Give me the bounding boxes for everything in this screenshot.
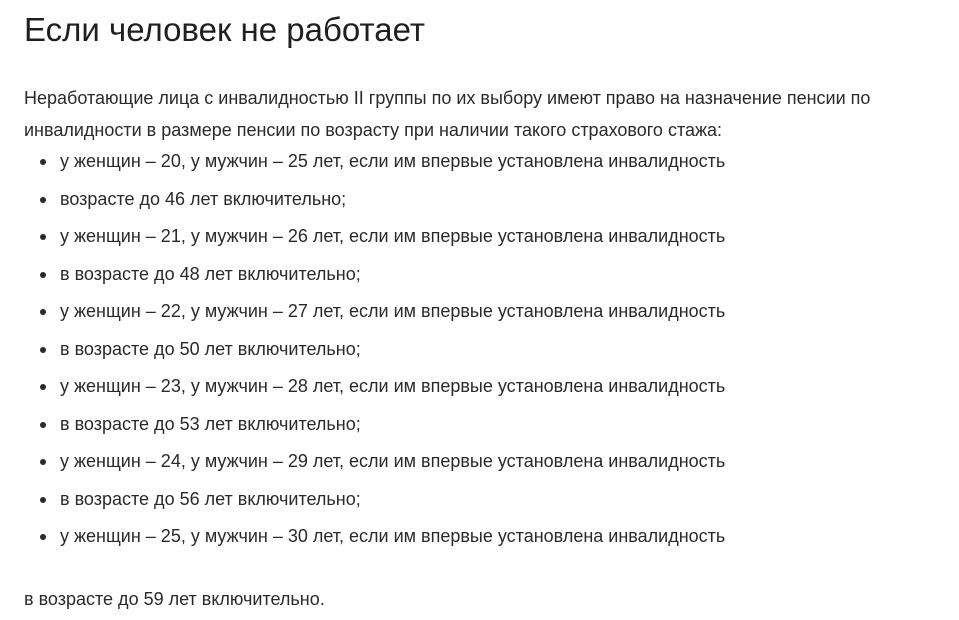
bullet-icon (40, 159, 46, 165)
list-item (24, 449, 935, 487)
list-item-text: у женщин – 22, у мужчин – 27 лет, если им впервые установлена инвалидность (60, 301, 726, 321)
list-item (24, 224, 935, 262)
list-item-text: у женщин – 23, у мужчин – 28 лет, если им впервые установлена инвалидность (60, 376, 726, 396)
list-item (24, 299, 935, 337)
bullet-icon (40, 347, 46, 353)
list-item (24, 187, 935, 225)
bullet-icon (40, 234, 46, 240)
bullet-icon (40, 534, 46, 540)
bullet-icon (40, 272, 46, 278)
list-item-text: у женщин – 21, у мужчин – 26 лет, если им впервые установлена инвалидность (60, 226, 726, 246)
list-item-text: у женщин – 20, у мужчин – 25 лет, если им впервые установлена инвалидность (60, 151, 726, 171)
list-item-text: у женщин – 24, у мужчин – 29 лет, если им впервые установлена инвалидность (60, 451, 726, 471)
list-item-text: в возрасте до 56 лет включительно; (60, 488, 361, 509)
list-item-text: в возрасте до 50 лет включительно; (60, 338, 361, 359)
list-item (24, 337, 935, 375)
bullet-icon (40, 459, 46, 465)
bullet-icon (40, 197, 46, 203)
seniority-list (24, 149, 935, 562)
intro-paragraph: Неработающие лица с инвалидностью II группы по их выбору имеют право на назначение пенсии по инвалидности в размере пенсии по возрасту при наличии такого страхового стажа: (24, 88, 871, 140)
list-item (24, 262, 935, 300)
bullet-icon (40, 309, 46, 315)
article-title: Если человек не работает (24, 11, 425, 48)
list-item (24, 374, 935, 412)
outro-paragraph: в возрасте до 59 лет включительно. (24, 588, 325, 609)
list-item-text: возрасте до 46 лет включительно; (60, 188, 347, 209)
list-item (24, 524, 935, 562)
list-item (24, 149, 935, 187)
list-item-text: у женщин – 25, у мужчин – 30 лет, если им впервые установлена инвалидность (60, 526, 726, 546)
bullet-icon (40, 422, 46, 428)
list-item-text: в возрасте до 53 лет включительно; (60, 413, 361, 434)
list-item (24, 412, 935, 450)
bullet-icon (40, 384, 46, 390)
list-item-text: в возрасте до 48 лет включительно; (60, 263, 361, 284)
list-item (24, 487, 935, 525)
bullet-icon (40, 497, 46, 503)
